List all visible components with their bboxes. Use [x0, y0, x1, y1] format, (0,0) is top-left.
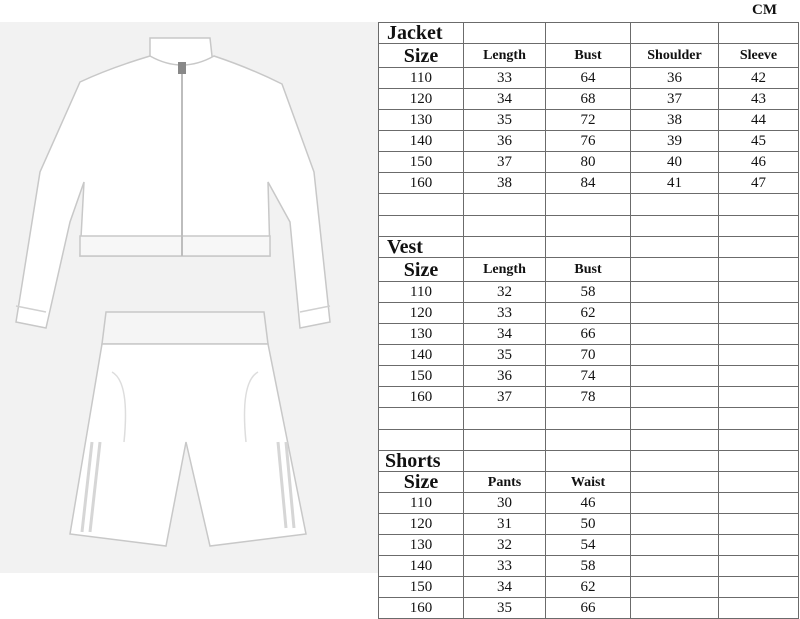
- shorts-cell: 62: [546, 577, 631, 598]
- spacer-row: [379, 194, 799, 216]
- empty-cell: [719, 514, 799, 535]
- vest-section-title: Vest: [379, 237, 464, 258]
- empty-cell: [719, 324, 799, 345]
- jacket-cell: 140: [379, 131, 464, 152]
- empty-cell: [631, 535, 719, 556]
- empty-cell: [546, 430, 631, 451]
- empty-cell: [719, 345, 799, 366]
- empty-cell: [464, 194, 546, 216]
- empty-cell: [719, 216, 799, 237]
- shorts-cell: 66: [546, 598, 631, 619]
- empty-cell: [379, 408, 464, 430]
- jacket-cell: 34: [464, 89, 546, 110]
- vest-cell: 74: [546, 366, 631, 387]
- shorts-cell: 58: [546, 556, 631, 577]
- empty-cell: [719, 472, 799, 493]
- jacket-cell: 35: [464, 110, 546, 131]
- product-photo: [0, 22, 378, 573]
- jacket-title-row: [379, 23, 799, 44]
- vest-cell: 33: [464, 303, 546, 324]
- shorts-cell: 120: [379, 514, 464, 535]
- empty-cell: [464, 23, 546, 44]
- empty-cell: [631, 577, 719, 598]
- jacket-table-row: [379, 152, 799, 173]
- shorts-cell: 110: [379, 493, 464, 514]
- empty-cell: [631, 556, 719, 577]
- jacket-table-row: [379, 173, 799, 194]
- empty-cell: [631, 493, 719, 514]
- jacket-cell: 150: [379, 152, 464, 173]
- spacer-row: [379, 216, 799, 237]
- empty-cell: [631, 23, 719, 44]
- jacket-cell: 47: [719, 173, 799, 194]
- shorts-cell: 160: [379, 598, 464, 619]
- empty-cell: [719, 535, 799, 556]
- jacket-section-title: Jacket: [379, 23, 464, 44]
- empty-cell: [546, 451, 631, 472]
- empty-cell: [464, 216, 546, 237]
- vest-cell: 62: [546, 303, 631, 324]
- jacket-cell: 44: [719, 110, 799, 131]
- jacket-cell: 80: [546, 152, 631, 173]
- jacket-table-row: [379, 68, 799, 89]
- shorts-table-row: [379, 535, 799, 556]
- shorts-cell: 30: [464, 493, 546, 514]
- vest-cell: 130: [379, 324, 464, 345]
- vest-column-header: Size: [379, 258, 464, 282]
- white-tracksuit-illustration: [0, 22, 378, 573]
- jacket-cell: 72: [546, 110, 631, 131]
- jacket-cell: 38: [464, 173, 546, 194]
- empty-cell: [719, 408, 799, 430]
- shorts-cell: 54: [546, 535, 631, 556]
- jacket-cell: 36: [631, 68, 719, 89]
- empty-cell: [631, 237, 719, 258]
- empty-cell: [631, 258, 719, 282]
- empty-cell: [546, 408, 631, 430]
- empty-cell: [464, 408, 546, 430]
- empty-cell: [719, 493, 799, 514]
- jacket-column-header: Size: [379, 44, 464, 68]
- empty-cell: [719, 577, 799, 598]
- empty-cell: [631, 366, 719, 387]
- empty-cell: [719, 430, 799, 451]
- vest-table-row: [379, 303, 799, 324]
- empty-cell: [719, 258, 799, 282]
- vest-cell: 32: [464, 282, 546, 303]
- jacket-column-header: Bust: [546, 44, 631, 68]
- empty-cell: [631, 472, 719, 493]
- jacket-column-header: Sleeve: [719, 44, 799, 68]
- empty-cell: [631, 598, 719, 619]
- jacket-illustration: [16, 38, 330, 328]
- shorts-cell: 140: [379, 556, 464, 577]
- shorts-table-row: [379, 577, 799, 598]
- vest-cell: 110: [379, 282, 464, 303]
- vest-cell: 36: [464, 366, 546, 387]
- empty-cell: [464, 430, 546, 451]
- jacket-cell: 84: [546, 173, 631, 194]
- vest-title-row: [379, 237, 799, 258]
- vest-cell: 35: [464, 345, 546, 366]
- shorts-cell: 35: [464, 598, 546, 619]
- jacket-header-row: [379, 44, 799, 68]
- vest-cell: 78: [546, 387, 631, 408]
- jacket-cell: 39: [631, 131, 719, 152]
- empty-cell: [631, 303, 719, 324]
- shorts-section-title: Shorts: [379, 451, 464, 472]
- shorts-cell: 150: [379, 577, 464, 598]
- empty-cell: [546, 23, 631, 44]
- jacket-cell: 37: [464, 152, 546, 173]
- vest-table-row: [379, 282, 799, 303]
- empty-cell: [719, 194, 799, 216]
- jacket-cell: 130: [379, 110, 464, 131]
- empty-cell: [631, 430, 719, 451]
- empty-cell: [631, 216, 719, 237]
- jacket-cell: 43: [719, 89, 799, 110]
- empty-cell: [546, 194, 631, 216]
- empty-cell: [719, 366, 799, 387]
- empty-cell: [631, 282, 719, 303]
- size-chart-table: [378, 22, 799, 619]
- vest-cell: 160: [379, 387, 464, 408]
- vest-cell: 70: [546, 345, 631, 366]
- vest-cell: 37: [464, 387, 546, 408]
- jacket-cell: 41: [631, 173, 719, 194]
- jacket-cell: 40: [631, 152, 719, 173]
- jacket-table-row: [379, 89, 799, 110]
- empty-cell: [464, 451, 546, 472]
- jacket-table-row: [379, 131, 799, 152]
- empty-cell: [631, 345, 719, 366]
- shorts-table-row: [379, 598, 799, 619]
- spacer-row: [379, 430, 799, 451]
- empty-cell: [719, 387, 799, 408]
- shorts-cell: 33: [464, 556, 546, 577]
- jacket-cell: 33: [464, 68, 546, 89]
- shorts-title-row: [379, 451, 799, 472]
- vest-cell: 66: [546, 324, 631, 345]
- jacket-cell: 42: [719, 68, 799, 89]
- jacket-cell: 68: [546, 89, 631, 110]
- vest-header-row: [379, 258, 799, 282]
- jacket-cell: 36: [464, 131, 546, 152]
- empty-cell: [379, 216, 464, 237]
- empty-cell: [719, 556, 799, 577]
- empty-cell: [719, 303, 799, 324]
- empty-cell: [631, 408, 719, 430]
- empty-cell: [719, 23, 799, 44]
- vest-table-row: [379, 366, 799, 387]
- empty-cell: [464, 237, 546, 258]
- jacket-cell: 120: [379, 89, 464, 110]
- spacer-row: [379, 408, 799, 430]
- vest-cell: 140: [379, 345, 464, 366]
- vest-table-row: [379, 345, 799, 366]
- empty-cell: [631, 194, 719, 216]
- vest-table-row: [379, 387, 799, 408]
- unit-label: CM: [752, 2, 777, 18]
- shorts-table-row: [379, 493, 799, 514]
- empty-cell: [719, 282, 799, 303]
- shorts-cell: 130: [379, 535, 464, 556]
- empty-cell: [719, 451, 799, 472]
- vest-cell: 120: [379, 303, 464, 324]
- vest-cell: 58: [546, 282, 631, 303]
- empty-cell: [719, 598, 799, 619]
- shorts-table-row: [379, 556, 799, 577]
- shorts-cell: 34: [464, 577, 546, 598]
- shorts-column-header: Waist: [546, 472, 631, 493]
- vest-cell: 34: [464, 324, 546, 345]
- shorts-cell: 31: [464, 514, 546, 535]
- jacket-cell: 160: [379, 173, 464, 194]
- jacket-cell: 64: [546, 68, 631, 89]
- vest-table-row: [379, 324, 799, 345]
- jacket-cell: 38: [631, 110, 719, 131]
- jacket-cell: 45: [719, 131, 799, 152]
- empty-cell: [719, 237, 799, 258]
- jacket-cell: 110: [379, 68, 464, 89]
- empty-cell: [631, 324, 719, 345]
- shorts-table-row: [379, 514, 799, 535]
- vest-cell: 150: [379, 366, 464, 387]
- jacket-table-row: [379, 110, 799, 131]
- shorts-illustration: [70, 312, 306, 546]
- empty-cell: [631, 514, 719, 535]
- empty-cell: [631, 451, 719, 472]
- empty-cell: [379, 430, 464, 451]
- empty-cell: [631, 387, 719, 408]
- empty-cell: [379, 194, 464, 216]
- shorts-cell: 32: [464, 535, 546, 556]
- jacket-column-header: Shoulder: [631, 44, 719, 68]
- shorts-column-header: Pants: [464, 472, 546, 493]
- shorts-cell: 46: [546, 493, 631, 514]
- shorts-header-row: [379, 472, 799, 493]
- vest-column-header: Bust: [546, 258, 631, 282]
- jacket-column-header: Length: [464, 44, 546, 68]
- jacket-cell: 46: [719, 152, 799, 173]
- shorts-cell: 50: [546, 514, 631, 535]
- shorts-column-header: Size: [379, 472, 464, 493]
- empty-cell: [546, 216, 631, 237]
- empty-cell: [546, 237, 631, 258]
- jacket-cell: 76: [546, 131, 631, 152]
- vest-column-header: Length: [464, 258, 546, 282]
- jacket-cell: 37: [631, 89, 719, 110]
